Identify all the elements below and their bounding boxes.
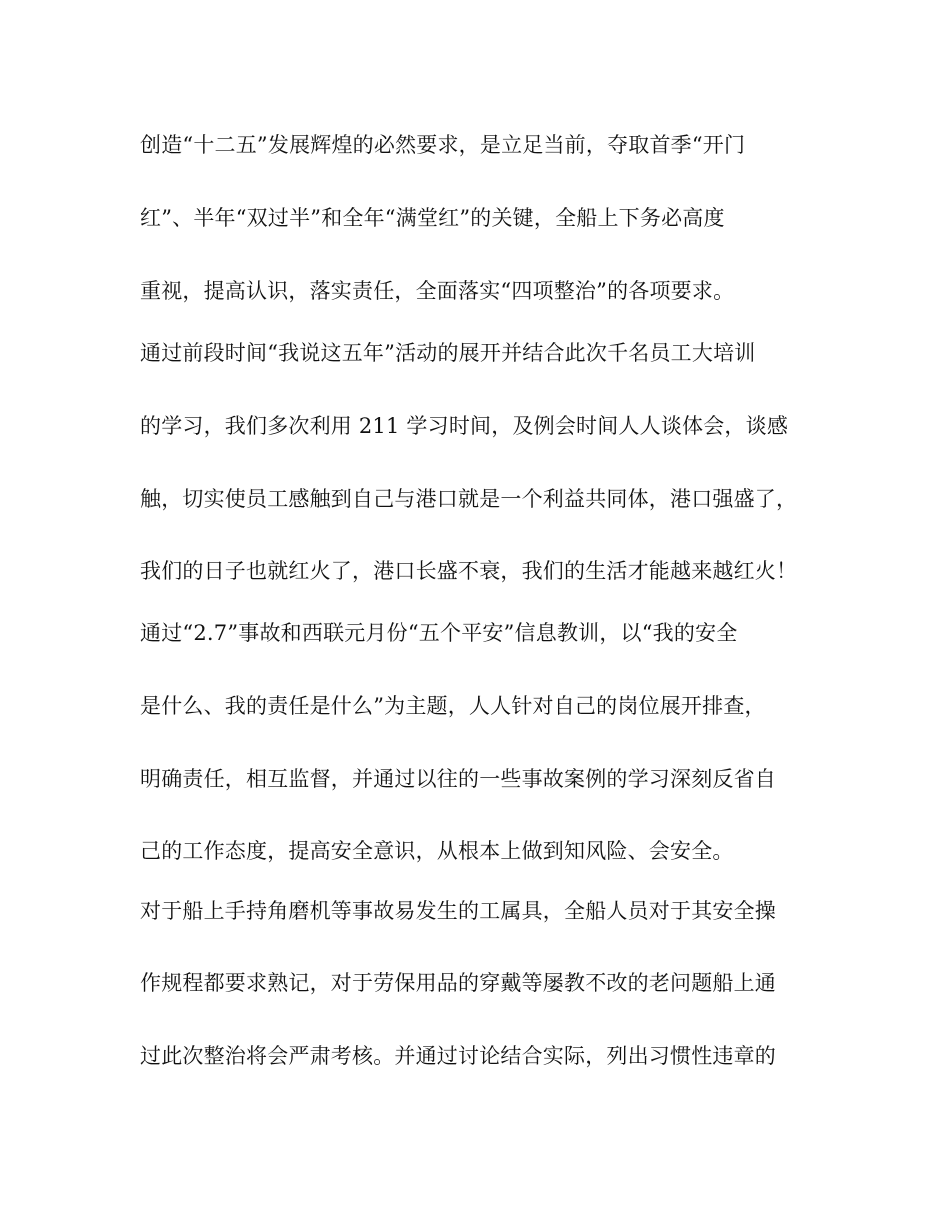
- text-line: 红”、半年“双过半”和全年“满堂红”的关键，全船上下务必高度: [140, 206, 725, 230]
- text-line: 己的工作态度，提高安全意识，从根本上做到知风险、会安全。: [140, 839, 734, 863]
- text-line: 我们的日子也就红火了，港口长盛不衰，我们的生活才能越来越红火！: [140, 559, 798, 583]
- text-line: 通过前段时间“我说这五年”活动的展开并结合此次千名员工大培训: [140, 341, 756, 365]
- text-line: 作规程都要求熟记，对于劳保用品的穿戴等屡教不改的老问题船上通: [140, 971, 776, 995]
- text-line: 明确责任，相互监督，并通过以往的一些事故案例的学习深刻反省自: [140, 767, 776, 791]
- text-line: 通过“2.7”事故和西联元月份“五个平安”信息教训，以“我的安全: [140, 621, 738, 645]
- text-line: 过此次整治将会严肃考核。并通过讨论结合实际，列出习惯性违章的: [140, 1044, 776, 1068]
- text-line: 创造“十二五”发展辉煌的必然要求，是立足当前，夺取首季“开门: [140, 133, 746, 157]
- text-line: 重视，提高认识，落实责任，全面落实“四项整治”的各项要求。: [140, 279, 735, 303]
- text-line: 的学习，我们多次利用 211 学习时间，及例会时间人人谈体会，谈感: [140, 414, 789, 438]
- text-line: 对于船上手持角磨机等事故易发生的工属具，全船人员对于其安全操: [140, 899, 776, 923]
- text-line: 是什么、我的责任是什么”为主题，人人针对自己的岗位展开排查，: [140, 694, 766, 718]
- text-line: 触，切实使员工感触到自己与港口就是一个利益共同体，港口强盛了，: [140, 487, 798, 511]
